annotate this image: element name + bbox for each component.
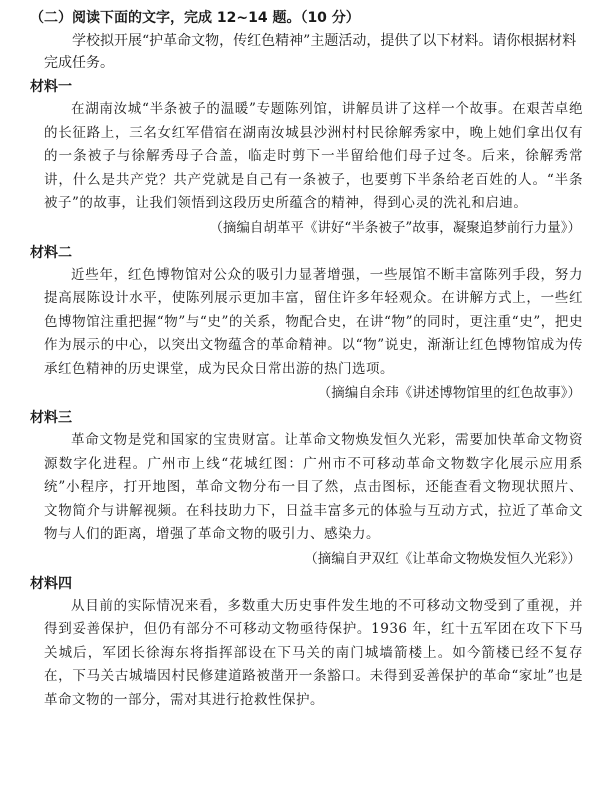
material-2-body: 近些年，红色博物馆对公众的吸引力显著增强，一些展馆不断丰富陈列手段，努力提高展陈设计水平，使陈列展示更加丰富，留住许多年轻观众。在讲解方式上，一些红色博物馆注重把握“物”与“史”的关系，物配合史，在讲“物”的同时，更注重“史”，把史作为展示的中心，以突出文物蕴含的革命精神。以“物”说史，渐渐让红色博物馆成为传承红色精神的历史课堂，成为民众日常出游的热门选项。	[44, 266, 583, 377]
intro-paragraph	[44, 30, 583, 74]
material-2-title: 材料二	[30, 244, 72, 261]
material-1-title: 材料一	[30, 79, 72, 95]
material-1-source: （摘编自胡革平《讲好“半条被子”故事，凝聚追梦前行力量》）	[209, 219, 581, 236]
material-2-source: （摘编自余玮《讲述博物馆里的红色故事》）	[317, 385, 581, 401]
material-3-title: 材料三	[30, 410, 72, 426]
material-3-body: 革命文物是党和国家的宝贵财富。让革命文物焕发恒久光彩，需要加快革命文物资源数字化进程。广州市上线“花城红图：广州市不可移动革命文物数字化展示应用系统”小程序，打开地图，革命文物分布一目了然，点击图标，还能查看文物现状照片、文物简介与讲解视频。在科技助力下，日益丰富多元的体验与互动方式，拉近了革命文物与人们的距离，增强了革命文物的吸引力、感染力。	[44, 432, 583, 542]
material-1-body: 在湖南汝城“半条被子的温暖”专题陈列馆，讲解员讲了这样一个故事。在艰苦卓绝的长征路上，三名女红军借宿在湖南汝城县沙洲村村民徐解秀家中，晚上她们拿出仅有的一条被子与徐解秀母子合盖，临走时剪下一半留给他们母子过冬。后来，徐解秀常讲，什么是共产党？共产党就是自己有一条被子，也要剪下半条给老百姓的人。“半条被子”的故事，让我们领悟到这段历史所蕴含的精神，得到心灵的洗礼和启迪。	[44, 101, 583, 211]
material-3	[30, 407, 583, 571]
material-3-source: （摘编自尹双红《让革命文物焕发恒久光彩》）	[304, 550, 581, 567]
intro-text: 学校拟开展“护革命文物，传红色精神”主题活动，提供了以下材料。请你根据材料完成任务。	[44, 33, 577, 71]
section-heading: （二）阅读下面的文字，完成 12~14 题。（10 分）	[30, 10, 360, 26]
material-4-title: 材料四	[30, 575, 72, 592]
material-2	[30, 242, 583, 406]
material-4	[30, 573, 583, 713]
material-4-body: 从目前的实际情况来看，多数重大历史事件发生地的不可移动文物受到了重视，并得到妥善保护，但仍有部分不可移动文物亟待保护。1936 年，红十五军团在攻下下马关城后，军团长徐海东将指挥部设在下马关的南门城墙箭楼上。如今箭楼已经不复存在，下马关古城墙因村民修建道路被凿开一条豁口。未得到妥善保护的革命“家址”也是革命文物的一部分，需对其进行抢救性保护。	[44, 597, 583, 708]
material-1	[30, 76, 583, 240]
